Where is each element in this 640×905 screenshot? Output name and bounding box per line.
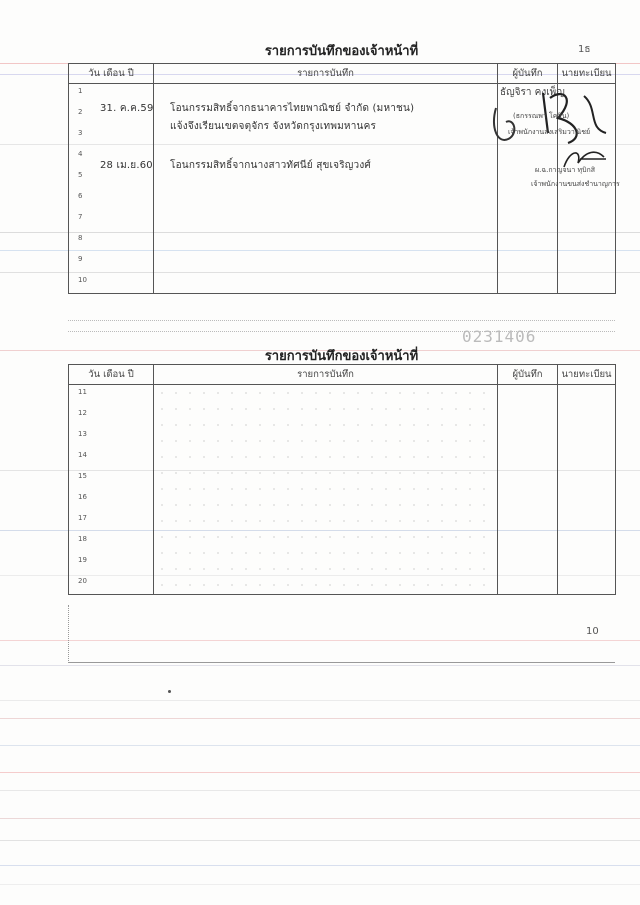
scan-artifact xyxy=(0,772,640,773)
scan-artifact xyxy=(0,665,640,666)
row-number: 7 xyxy=(69,210,154,231)
row-number: 3 xyxy=(69,126,154,147)
table-row xyxy=(69,231,616,252)
signature-caption: (ธกรรณพา โคสิน) xyxy=(513,112,570,120)
row-number: 4 xyxy=(69,147,154,168)
table-row xyxy=(69,189,616,210)
entry-date: 28 เม.ย.60 xyxy=(100,160,153,171)
scan-artifact xyxy=(0,700,640,701)
signature-caption: เจ้าพนักงานส่งเสริมวาณิชย์ xyxy=(508,128,591,136)
page-number: 1ธ xyxy=(578,44,591,55)
signature-caption: เจ้าพนักงานขนส่งชำนาญการ xyxy=(531,180,620,188)
table-row xyxy=(69,252,616,273)
row-number: 18 xyxy=(69,532,154,553)
row-number: 15 xyxy=(69,469,154,490)
scan-artifact xyxy=(0,790,640,791)
table-header-row xyxy=(69,365,616,385)
row-number: 2 xyxy=(69,105,154,126)
entry-text-line: แจ้งจึงเรียนเขตจตุจักร จังหวัดกรุงเทพมหานคร xyxy=(170,121,377,132)
header-entry: รายการบันทึก xyxy=(154,64,498,84)
scan-artifact xyxy=(0,818,640,819)
signature-name: ธัญจิรา คงเพ็ญ xyxy=(500,87,565,98)
sheet-title: รายการบันทึกของเจ้าหน้าที่ xyxy=(264,44,419,59)
scan-artifact xyxy=(0,840,640,841)
row-number: 5 xyxy=(69,168,154,189)
row-number: 11 xyxy=(69,385,154,406)
header-entry: รายการบันทึก xyxy=(154,365,498,385)
row-number: 13 xyxy=(69,427,154,448)
sheet-title: รายการบันทึกของเจ้าหน้าที่ xyxy=(264,349,419,364)
row-number: 8 xyxy=(69,231,154,252)
document-serial-number: 0231406 xyxy=(462,327,537,346)
page-number: 10 xyxy=(586,626,599,637)
header-registrar: นายทะเบียน xyxy=(558,64,616,84)
row-number: 12 xyxy=(69,406,154,427)
row-number: 17 xyxy=(69,511,154,532)
row-number: 9 xyxy=(69,252,154,273)
table-row xyxy=(69,210,616,231)
header-date: วัน เดือน ปี xyxy=(69,365,154,385)
header-registrar: นายทะเบียน xyxy=(558,365,616,385)
entry-text-line: โอนกรรมสิทธิ์จากธนาคารไทยพาณิชย์ จำกัด (มหาชน) xyxy=(170,103,415,114)
table-header-row xyxy=(69,64,616,84)
row-number: 6 xyxy=(69,189,154,210)
scan-artifact xyxy=(0,865,640,866)
row-number: 1 xyxy=(69,84,154,105)
row-number: 14 xyxy=(69,448,154,469)
row-number: 20 xyxy=(69,574,154,595)
row-number: 19 xyxy=(69,553,154,574)
entry-date: 31. ค.ค.59 xyxy=(100,103,154,114)
security-pattern xyxy=(155,385,495,600)
ink-dot xyxy=(168,690,171,693)
sheet-bottom-margin xyxy=(68,605,615,663)
row-number: 16 xyxy=(69,490,154,511)
entry-text-line: โอนกรรมสิทธิ์จากนางสาวทัศนีย์ สุขเจริญวงศ์ xyxy=(170,160,371,171)
header-recorder: ผู้บันทึก xyxy=(498,64,558,84)
scan-artifact xyxy=(0,745,640,746)
table-row xyxy=(69,273,616,294)
record-sheet-upper xyxy=(68,33,620,305)
header-date: วัน เดือน ปี xyxy=(69,64,154,84)
signature-name: ผ.ฉ.กาญจนา ทุบิกสิ xyxy=(535,166,596,174)
header-recorder: ผู้บันทึก xyxy=(498,365,558,385)
scan-artifact xyxy=(0,884,640,885)
scan-artifact xyxy=(0,718,640,719)
row-number: 10 xyxy=(69,273,154,294)
